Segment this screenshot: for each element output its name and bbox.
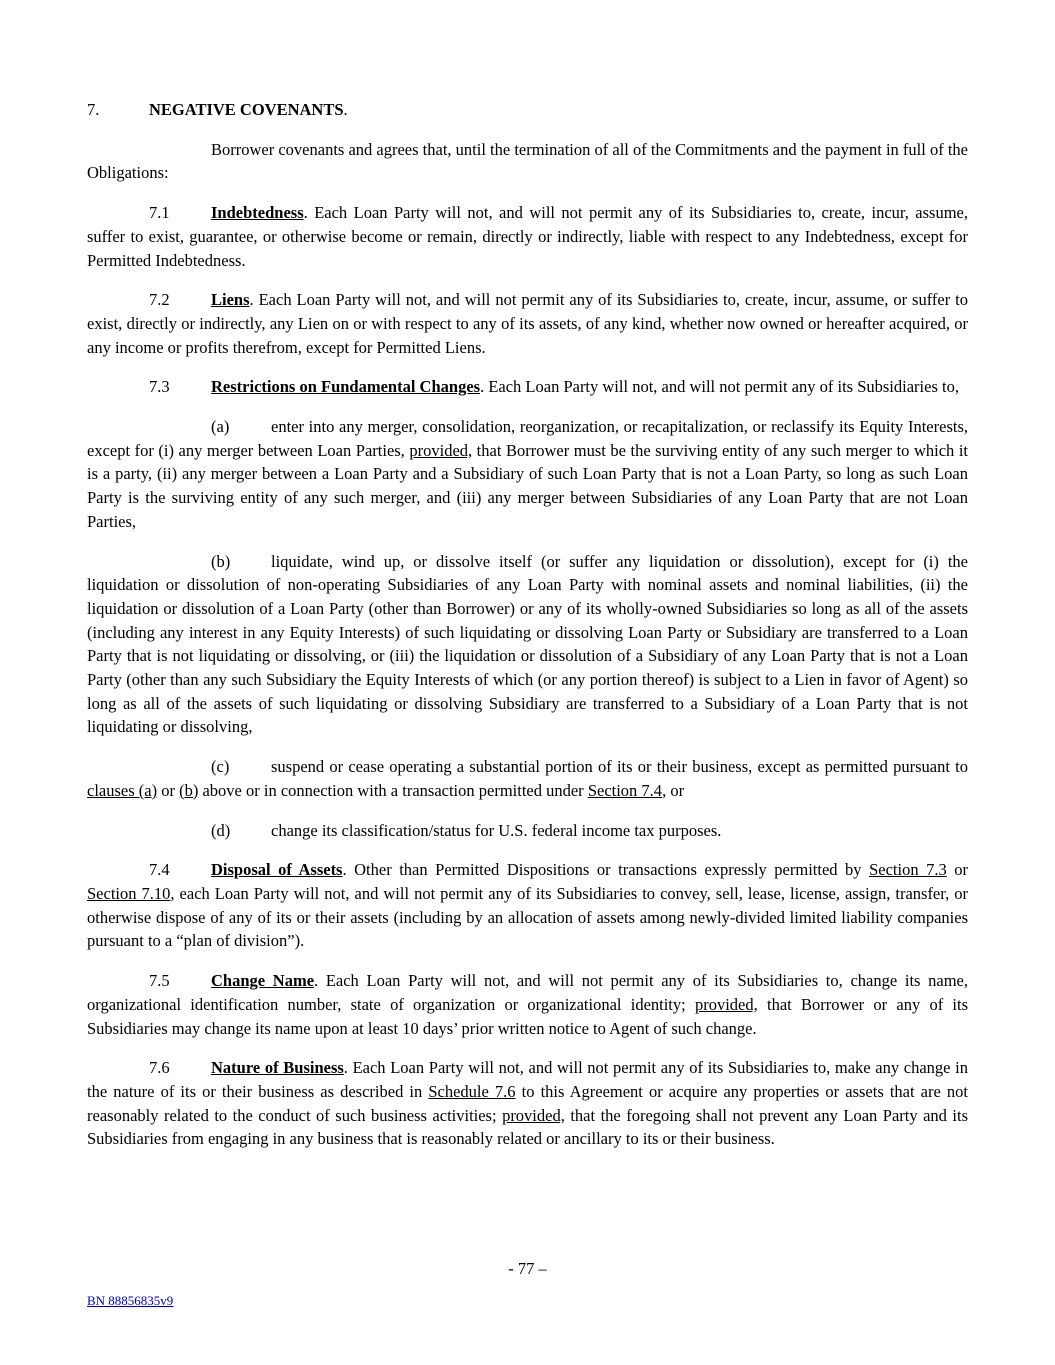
section-7-4-underlined-1: Section 7.3 bbox=[869, 860, 947, 880]
section-7-5-underlined-1: provided, bbox=[694, 994, 758, 1014]
clause-7-3-c-text-1: suspend or cease operating a substantial portion of its or their business, except as permitted pursuant to bbox=[271, 757, 968, 777]
section-7-6-text-1: . Each Loan Party will not, and will not permit any of its Subsidiaries to, make any change in the nature of its or their business as described in bbox=[87, 1058, 968, 1101]
clause-7-3-a-label: (a) bbox=[211, 417, 230, 437]
section-7-4-underlined-2: Section 7.10 bbox=[87, 883, 171, 903]
clause-7-3-c-underlined-3: Section 7.4 bbox=[587, 780, 663, 800]
section-7-1 bbox=[87, 201, 968, 272]
section-7-6-text-2: to this Agreement or acquire any properties or assets that are not reasonably related to the conduct of such business activities; bbox=[87, 1081, 969, 1125]
clause-7-3-c-underlined-2: (b) bbox=[179, 780, 199, 800]
clause-7-3-a-text-1: enter into any merger, consolidation, reorganization, or recapitalization, or reclassify its Equity Interests, except for (i) any merger between Loan Parties, bbox=[87, 417, 968, 460]
clause-7-3-b-label: (b) bbox=[211, 551, 231, 571]
section-7-4-number: 7.4 bbox=[149, 860, 170, 880]
section-7-3-title: Restrictions on Fundamental Changes bbox=[211, 377, 481, 397]
clause-7-3-b-text: liquidate, wind up, or dissolve itself (or suffer any liquidation or dissolution), except for (i) the liquidation or dissolution of non-operating Subsidiaries of any Loan Party with nominal assets and nominal liabilities, (ii) the liquidation or dissolution of a Loan Party (other than Borrower) or any of its wholly-owned Subsidiaries so long as all of the assets (including any interest in any Equity Interests) of such liquidating or dissolving Loan Party or Subsidiary are transferred to a Loan Party that is not liquidating or dissolving, or (iii) the liquidation or dissolution of a Subsidiary of any Loan Party that is not a Loan Party (other than any such Subsidiary the Equity Interests of which (or any portion thereof) is subject to a Lien in favor of Agent) so long as all of the assets of such liquidating or dissolving Subsidiary are transferred to a Subsidiary of a Loan Party that is not liquidating or dissolving, bbox=[87, 551, 968, 737]
section-7-4-text-2: or bbox=[946, 860, 969, 880]
section-number: 7. bbox=[87, 100, 100, 119]
section-7-4 bbox=[87, 858, 968, 953]
clause-7-3-d bbox=[87, 819, 968, 843]
section-7-3-text: . Each Loan Party will not, and will not permit any of its Subsidiaries to, bbox=[480, 377, 959, 397]
clause-7-3-c-label: (c) bbox=[211, 757, 230, 777]
clause-7-3-d-label: (d) bbox=[211, 820, 231, 840]
section-7-2-text: . Each Loan Party will not, and will not permit any of its Subsidiaries to, create, incur, assume, or suffer to exist, directly or indirectly, any Lien on or with respect to any of its assets, of any kind, whether now owned or hereafter acquired, or any income or profits therefrom, except for Permitted Liens. bbox=[87, 290, 968, 357]
clause-7-3-a-underlined-1: provided, bbox=[409, 440, 473, 460]
clause-7-3-a bbox=[87, 415, 968, 534]
clause-7-3-c-text-3: above or in connection with a transaction permitted under bbox=[198, 780, 588, 800]
section-7-6-underlined-2: provided, bbox=[502, 1105, 565, 1125]
clause-7-3-b bbox=[87, 550, 968, 740]
section-heading bbox=[87, 98, 968, 122]
section-7-5-title: Change Name bbox=[211, 971, 315, 991]
intro-paragraph: Borrower covenants and agrees that, until the termination of all of the Commitments and the payment in full of the Obligations: bbox=[87, 139, 968, 183]
section-7-5-number: 7.5 bbox=[149, 971, 170, 991]
clause-7-3-c-text-4: , or bbox=[662, 780, 685, 800]
section-7-2 bbox=[87, 288, 968, 359]
clause-7-3-d-text: change its classification/status for U.S. federal income tax purposes. bbox=[271, 820, 722, 840]
section-7-4-title: Disposal of Assets bbox=[211, 860, 343, 880]
section-7-6-text-3: that the foregoing shall not prevent any Loan Party and its Subsidiaries from engaging in any business that is reasonably related or ancillary to its or their business. bbox=[87, 1105, 968, 1149]
clause-7-3-c bbox=[87, 755, 968, 802]
section-title: NEGATIVE COVENANTS bbox=[149, 100, 344, 119]
section-7-6-number: 7.6 bbox=[149, 1058, 170, 1078]
section-7-3 bbox=[87, 375, 968, 399]
section-7-6 bbox=[87, 1056, 968, 1151]
section-7-6-title: Nature of Business bbox=[211, 1058, 344, 1078]
section-title-period: . bbox=[343, 100, 348, 119]
section-7-5-text-2: that Borrower or any of its Subsidiaries may change its name upon at least 10 days’ prior written notice to Agent of such change. bbox=[87, 994, 969, 1038]
section-7-1-text: . Each Loan Party will not, and will not permit any of its Subsidiaries to, create, incur, assume, suffer to exist, guarantee, or otherwise become or remain, directly or indirectly, liable with respect to any Indebtedness, except for Permitted Indebtedness. bbox=[87, 203, 968, 270]
section-7-5 bbox=[87, 969, 968, 1040]
clause-7-3-a-text-2: that Borrower must be the surviving entity of any such merger to which it is a party, (ii) any merger between a Loan Party and a Subsidiary of such Loan Party that is not a Loan Party, so long as such Loan Party is the surviving entity of any such merger, and (iii) any merger between Subsidiaries of any Loan Party that are not Loan Parties, bbox=[87, 440, 968, 531]
section-7-2-title: Liens bbox=[211, 290, 250, 310]
document-reference-number: BN 88856835v9 bbox=[87, 1293, 174, 1308]
page-number: - 77 – bbox=[508, 1259, 547, 1278]
section-7-3-number: 7.3 bbox=[149, 377, 170, 397]
section-7-4-text-3: , each Loan Party will not, and will not permit any of its Subsidiaries to convey, sell, lease, license, assign, transfer, or otherwise dispose of any of its or their assets (including by an allocation of assets among newly-divided limited liability companies pursuant to a “plan of division”). bbox=[87, 883, 968, 951]
clause-7-3-c-underlined-1: clauses (a) bbox=[87, 780, 158, 800]
section-7-5-text-1: . Each Loan Party will not, and will not permit any of its Subsidiaries to, change its name, organizational identification number, state of organization or organizational identity; bbox=[87, 971, 968, 1014]
clause-7-3-c-text-2: or bbox=[157, 780, 180, 800]
section-7-1-number: 7.1 bbox=[149, 203, 170, 223]
section-7-4-text-1: . Other than Permitted Dispositions or transactions expressly permitted by bbox=[342, 860, 870, 880]
section-7-6-underlined-1: Schedule 7.6 bbox=[428, 1081, 516, 1101]
section-7-2-number: 7.2 bbox=[149, 290, 170, 310]
section-7-1-title: Indebtedness bbox=[211, 203, 304, 223]
